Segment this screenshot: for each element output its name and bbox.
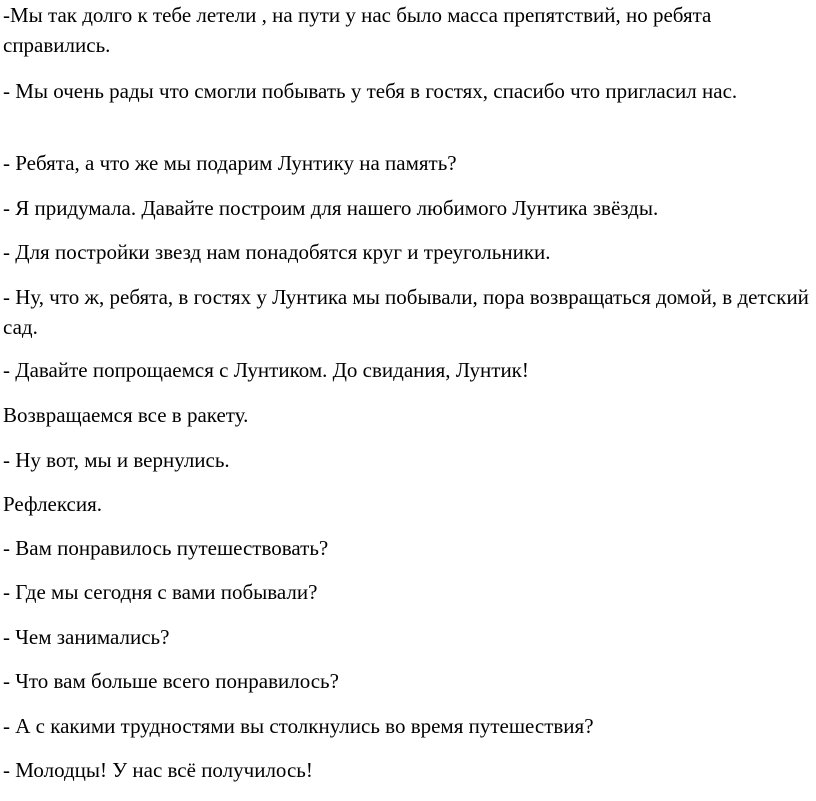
paragraph-5: - Для постройки звезд нам понадобятся круг и треугольники. [3,240,551,264]
paragraph-7: - Давайте попрощаемся с Лунтиком. До свидания, Лунтик! [3,358,529,382]
paragraph-4: - Я придумала. Давайте построим для нашего любимого Лунтика звёзды. [3,196,659,220]
paragraph-6: - Ну, что ж, ребята, в гостях у Лунтика мы побывали, пора возвращаться домой, в детский сад. [3,285,809,339]
paragraph-10: Рефлексия. [3,492,103,516]
paragraph-16: - Молодцы! У нас всё получилось! [3,758,313,782]
paragraph-14: - Что вам больше всего понравилось? [3,669,339,693]
paragraph-13: - Чем занимались? [3,625,170,649]
paragraph-9: - Ну вот, мы и вернулись. [3,448,230,472]
paragraph-3: - Ребята, а что же мы подарим Лунтику на память? [3,151,457,175]
paragraph-2: - Мы очень рады что смогли побывать у тебя в гостях, спасибо что пригласил нас. [3,79,738,103]
paragraph-1: -Мы так долго к тебе летели , на пути у нас было масса препятствий, но ребята справились. [3,3,712,57]
paragraph-15: - А с какими трудностями вы столкнулись во время путешествия? [3,714,594,738]
paragraph-11: - Вам понравилось путешествовать? [3,536,329,560]
paragraph-12: - Где мы сегодня с вами побывали? [3,580,318,604]
paragraph-8: Возвращаемся все в ракету. [3,403,249,427]
